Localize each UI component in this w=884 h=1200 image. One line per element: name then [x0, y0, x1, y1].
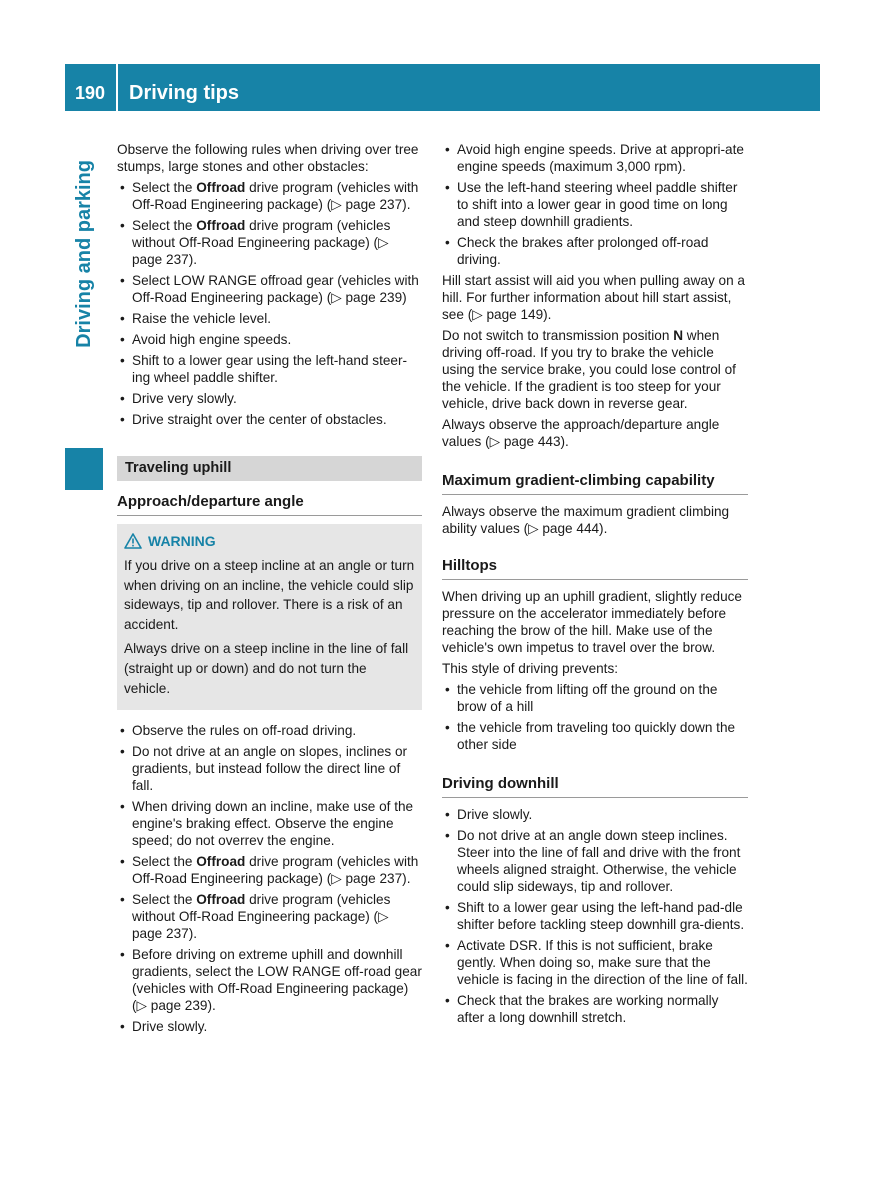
- warning-text-1: If you drive on a steep incline at an angle or turn when driving on an incline, the vehicle could slip sideways, tip and rollover. There is a risk of an accident.: [124, 557, 415, 633]
- list-item: [117, 179, 422, 213]
- prevents-text: This style of driving prevents:: [442, 661, 619, 676]
- list-item: [117, 743, 422, 794]
- text-run: Do not switch to transmission position: [442, 328, 674, 343]
- subheading-approach-angle: Approach/departure angle: [117, 493, 422, 516]
- list-item: • Avoid high engine speeds. Drive at appropri-ate engine speeds (maximum 3,000 rpm).: [442, 141, 748, 175]
- text-run: Drive very slowly.: [132, 391, 237, 406]
- header-divider: [116, 64, 118, 111]
- prevents-list: [442, 681, 748, 753]
- text-run: when driving off-road. If you try to brake the vehicle using the service brake, you could lose control of the vehicle. If the gradient is too steep for your vehicle, drive back down in reverse gear.: [442, 328, 736, 411]
- list-item: [117, 891, 422, 942]
- list-item: [117, 411, 422, 428]
- list-item: [117, 352, 422, 386]
- list-item: [117, 722, 422, 739]
- approach-angle-text: Always observe the approach/departure angle values (▷ page 443).: [442, 417, 720, 449]
- text-run: drive program (vehicles with Off-Road Engineering package) (▷ page 237).: [132, 180, 419, 212]
- text-run: drive program (vehicles without Off-Road Engineering package) (▷ page 237).: [132, 892, 391, 942]
- program-name: Offroad: [196, 854, 246, 870]
- page-title: Driving tips: [129, 82, 240, 104]
- list-item: [117, 1018, 422, 1035]
- program-name: Offroad: [196, 218, 246, 233]
- list-item: • the vehicle from lifting off the ground on the brow of a hill: [442, 681, 748, 715]
- warning-triangle-icon: [124, 533, 142, 549]
- list-item: [117, 798, 422, 849]
- subheading-max-gradient: Maximum gradient-climbing capability: [442, 472, 748, 495]
- program-name: Offroad: [196, 180, 246, 195]
- chapter-tab-label: Driving and parking: [73, 160, 95, 348]
- hilltops-text: When driving up an uphill gradient, slightly reduce pressure on the accelerator immediately before reaching the brow of the hill. Make use of the vehicle's own impetus to travel over the brow.: [442, 589, 742, 655]
- text-run: Drive slowly.: [132, 1019, 208, 1035]
- warning-label: WARNING: [148, 533, 216, 549]
- uphill-rules-continued-list: [442, 141, 748, 268]
- obstacle-rules-list: [117, 179, 422, 428]
- hill-start-text: Hill start assist will aid you when pulling away on a hill. For further information about hill start assist, see (▷ page 149).: [442, 273, 745, 322]
- program-name: Offroad: [196, 892, 246, 908]
- text-run: Select LOW RANGE offroad gear (vehicles with Off-Road Engineering package) (▷ page 239): [132, 273, 419, 305]
- text-run: Drive straight over the center of obstacles.: [132, 412, 387, 427]
- subheading-hilltops: Hilltops: [442, 557, 748, 580]
- max-gradient-text: Always observe the maximum gradient climbing ability values (▷ page 444).: [442, 504, 730, 536]
- warning-header: [124, 532, 415, 552]
- list-item: [117, 390, 422, 407]
- chapter-tab-marker: [65, 448, 103, 490]
- text-run: Before driving on extreme uphill and downhill gradients, select the LOW RANGE off-road gear (vehicles with Off-Road Engineering package) (▷ page 239).: [132, 947, 422, 1014]
- subheading-downhill: Driving downhill: [442, 775, 748, 798]
- warning-box: [117, 524, 422, 710]
- obstacles-intro: Observe the following rules when driving over tree stumps, large stones and other obstacles:: [117, 142, 419, 174]
- text-run: Select the: [132, 218, 197, 233]
- page-header: [65, 64, 820, 111]
- list-item: • Use the left-hand steering wheel paddle shifter to shift into a lower gear in good time on long and steep downhill gradients.: [442, 179, 748, 230]
- list-item: [117, 217, 422, 268]
- text-run: Avoid high engine speeds.: [132, 332, 292, 347]
- downhill-rules-list: [442, 806, 748, 1026]
- text-run: drive program (vehicles with Off-Road Engineering package) (▷ page 237).: [132, 854, 419, 887]
- list-item: • Drive slowly.: [442, 806, 748, 823]
- list-item: [117, 331, 422, 348]
- text-run: Select the: [132, 892, 197, 908]
- list-item: • Shift to a lower gear using the left-hand pad-dle shifter before tackling steep downhill gra-dients.: [442, 899, 748, 933]
- list-item: • Do not drive at an angle down steep inclines. Steer into the line of fall and drive with the front wheels aligned straight. Otherwise, the vehicle could slip sideways, tip and rollover.: [442, 827, 748, 895]
- text-run: Select the: [132, 854, 197, 870]
- text-run: Do not drive at an angle on slopes, inclines or gradients, but instead follow the direct line of fall.: [132, 744, 408, 794]
- chapter-tab: [65, 112, 103, 490]
- list-item: • Check the brakes after prolonged off-road driving.: [442, 234, 748, 268]
- right-column: [442, 141, 748, 1030]
- page-number: 190: [74, 83, 106, 103]
- text-run: Observe the rules on off-road driving.: [132, 723, 357, 739]
- list-item: • Activate DSR. If this is not sufficient, brake gently. When doing so, make sure that the vehicle is facing in the direction of the line of fall.: [442, 937, 748, 988]
- text-run: Shift to a lower gear using the left-hand steer-ing wheel paddle shifter.: [132, 353, 408, 385]
- text-run: Select the: [132, 180, 197, 195]
- transmission-n-text: [442, 327, 748, 412]
- section-heading-uphill: Traveling uphill: [117, 456, 422, 481]
- text-run: Raise the vehicle level.: [132, 311, 272, 326]
- list-item: • Check that the brakes are working normally after a long downhill stretch.: [442, 992, 748, 1026]
- text-run: When driving down an incline, make use of the engine's braking effect. Observe the engine speed; do not overrev the engine.: [132, 799, 414, 849]
- text-run: drive program (vehicles without Off-Road Engineering package) (▷ page 237).: [132, 218, 391, 267]
- list-item: • the vehicle from traveling too quickly down the other side: [442, 719, 748, 753]
- gear-n: N: [673, 328, 684, 343]
- list-item: [117, 310, 422, 327]
- list-item: [117, 272, 422, 306]
- uphill-rules-list: [117, 722, 422, 1035]
- list-item: [117, 853, 422, 887]
- list-item: [117, 946, 422, 1014]
- left-column: [117, 141, 422, 1039]
- warning-text-2: Always drive on a steep incline in the line of fall (straight up or down) and do not turn the vehicle.: [124, 640, 409, 696]
